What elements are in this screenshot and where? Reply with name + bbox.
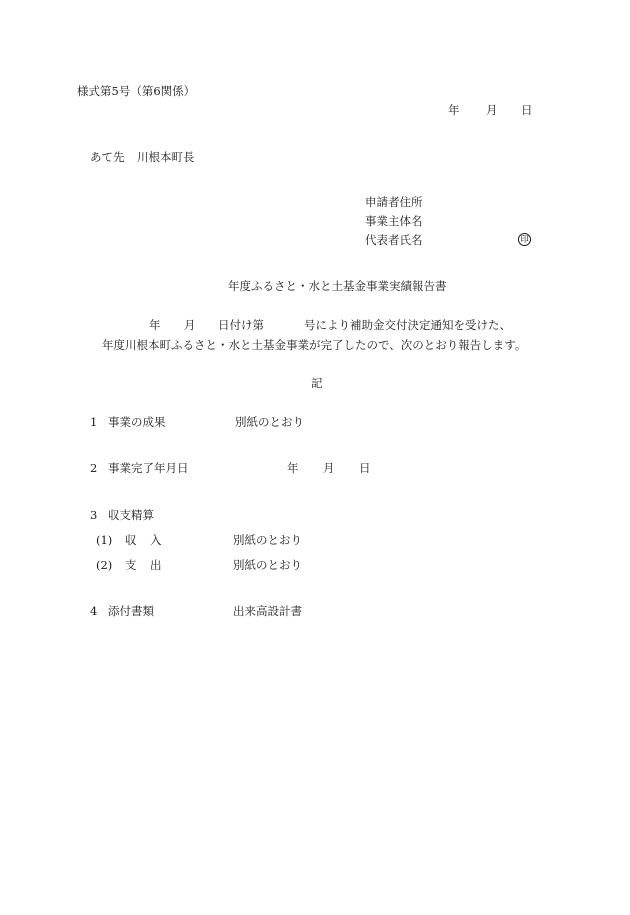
- sub-1-label-a: 収: [125, 533, 137, 547]
- body-year: 年: [149, 318, 161, 332]
- item-1-number: 1: [90, 415, 98, 429]
- applicant-address-label: 申請者住所: [365, 195, 423, 209]
- item-4-label: 添付書類: [108, 604, 154, 618]
- sub-1-label-b: 入: [150, 533, 162, 547]
- item-2-month: 月: [323, 461, 335, 475]
- date-year: 年: [448, 103, 460, 117]
- sub-1-value: 別紙のとおり: [233, 533, 302, 547]
- item-2-day: 日: [359, 461, 371, 475]
- item-2-year: 年: [287, 461, 299, 475]
- body-line2: 年度川根本町ふるさと・水と土基金事業が完了したので、次のとおり報告します。: [102, 338, 527, 352]
- item-2-number: 2: [90, 461, 98, 475]
- body-line1-rest: 号により補助金交付決定通知を受けた、: [304, 318, 511, 332]
- item-4-value: 出来高設計書: [233, 604, 302, 618]
- sub-2-value: 別紙のとおり: [233, 558, 302, 572]
- addressee-name: 川根本町長: [137, 150, 195, 164]
- applicant-entity-label: 事業主体名: [365, 214, 423, 228]
- body-day-ref: 日付け第: [218, 318, 264, 332]
- item-1-label: 事業の成果: [108, 415, 166, 429]
- sub-2-label-a: 支: [125, 558, 137, 572]
- item-3-number: 3: [90, 508, 98, 522]
- body-month: 月: [184, 318, 196, 332]
- form-number: 様式第5号（第6関係）: [77, 84, 196, 98]
- date-day: 日: [521, 103, 533, 117]
- item-4-number: 4: [90, 604, 98, 618]
- ki-label: 記: [311, 376, 323, 390]
- date-month: 月: [486, 103, 498, 117]
- addressee-prefix: あて先: [90, 150, 125, 164]
- item-1-value: 別紙のとおり: [235, 415, 304, 429]
- seal-mark: 印: [518, 233, 531, 246]
- document-title: 年度ふるさと・水と土基金事業実績報告書: [228, 279, 447, 293]
- applicant-representative-label: 代表者氏名: [365, 233, 423, 247]
- item-2-label: 事業完了年月日: [108, 461, 189, 475]
- sub-2-label-b: 出: [150, 558, 162, 572]
- item-3-label: 収支精算: [108, 508, 154, 522]
- sub-1-number: (1): [96, 533, 113, 547]
- sub-2-number: (2): [96, 558, 113, 572]
